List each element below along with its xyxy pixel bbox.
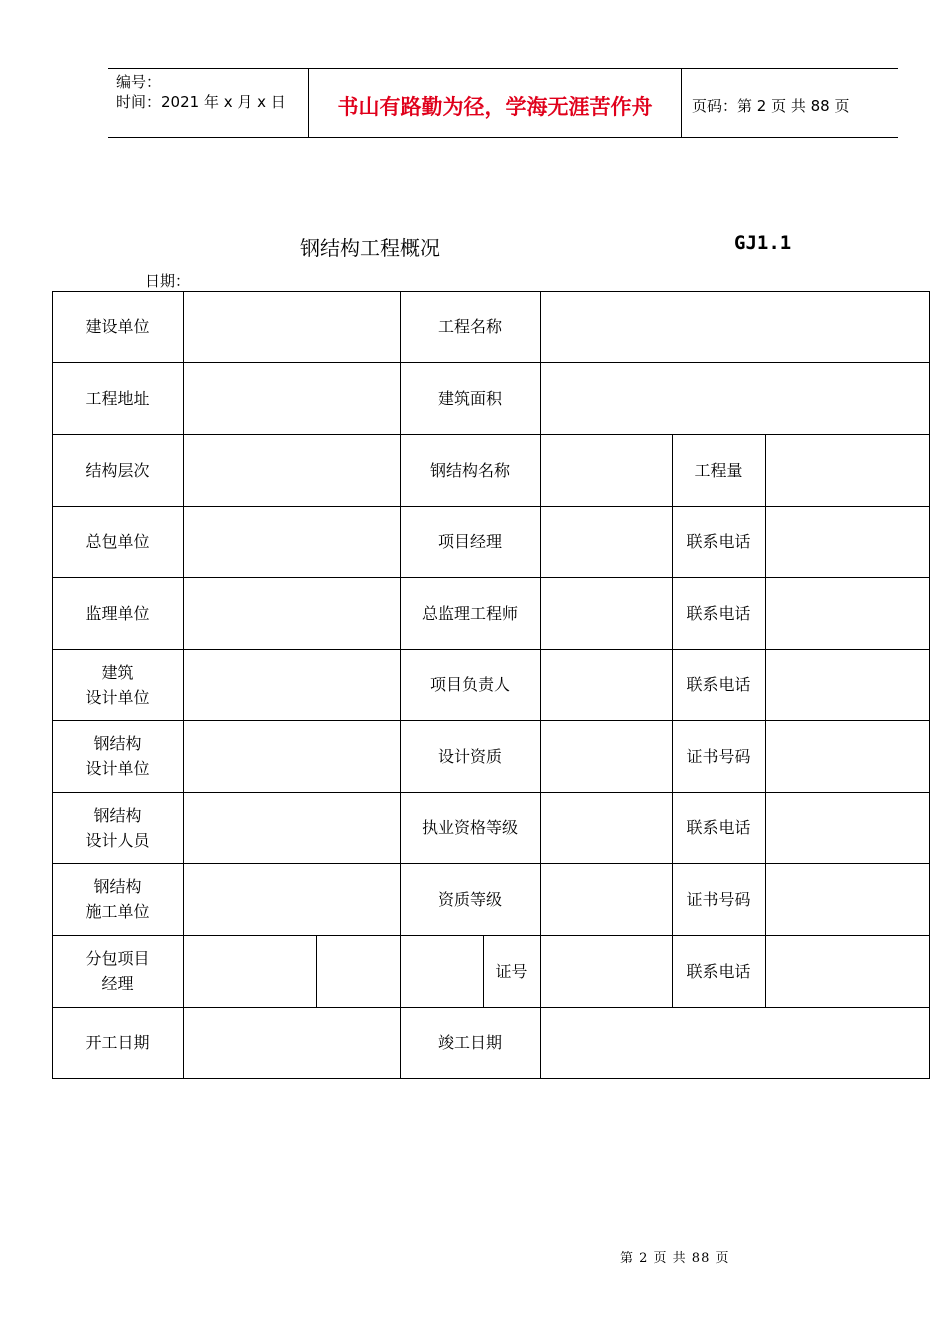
value-subcontract-manager-3[interactable] bbox=[400, 935, 483, 1007]
value-start-date[interactable] bbox=[183, 1007, 400, 1078]
document-code: GJ1.1 bbox=[734, 232, 792, 254]
label-contact-phone: 联系电话 bbox=[686, 603, 751, 623]
header-page-cell bbox=[682, 69, 898, 137]
label-chief-supervisor: 总监理工程师 bbox=[421, 603, 518, 623]
label-supervision-unit: 监理单位 bbox=[85, 603, 150, 623]
project-overview-form bbox=[52, 291, 930, 1079]
value-qualification-grade[interactable] bbox=[540, 863, 672, 935]
label-steel-construction-unit: 钢结构 施工单位 bbox=[85, 877, 150, 921]
value-contact-phone[interactable] bbox=[765, 577, 929, 649]
value-subcontract-manager-2[interactable] bbox=[316, 935, 400, 1007]
time-label: 时间：2021 年 x 月 x 日 bbox=[116, 93, 286, 111]
value-structure-levels[interactable] bbox=[183, 434, 400, 506]
label-design-qualification: 设计资质 bbox=[437, 746, 502, 766]
value-project-manager[interactable] bbox=[540, 506, 672, 577]
label-steel-designers: 钢结构 设计人员 bbox=[85, 805, 150, 850]
label-start-date: 开工日期 bbox=[85, 1033, 150, 1052]
label-practice-grade: 执业资格等级 bbox=[421, 818, 518, 837]
value-contact-phone[interactable] bbox=[765, 935, 929, 1007]
value-contact-phone[interactable] bbox=[765, 649, 929, 720]
value-supervision-unit[interactable] bbox=[183, 577, 400, 649]
value-design-qualification[interactable] bbox=[540, 720, 672, 792]
label-steel-structure-name: 钢结构名称 bbox=[429, 460, 510, 480]
label-contact-phone: 联系电话 bbox=[686, 675, 751, 694]
label-completion-date: 竣工日期 bbox=[437, 1033, 502, 1052]
label-contact-phone: 联系电话 bbox=[686, 818, 751, 837]
label-certificate-no: 证号 bbox=[495, 961, 528, 981]
value-certificate-no[interactable] bbox=[540, 935, 672, 1007]
page-info: 页码：第 2 页 共 88 页 bbox=[692, 97, 850, 115]
document-title: 钢结构工程概况 bbox=[300, 236, 440, 260]
label-steel-design-unit: 钢结构 设计单位 bbox=[85, 734, 150, 778]
motto-text: 书山有路勤为径，学海无涯苦作舟 bbox=[337, 95, 653, 119]
label-certificate-number: 证书号码 bbox=[686, 889, 751, 909]
label-project-address: 工程地址 bbox=[85, 388, 150, 408]
value-completion-date[interactable] bbox=[540, 1007, 929, 1078]
label-general-contractor: 总包单位 bbox=[85, 532, 150, 551]
value-project-address[interactable] bbox=[183, 362, 400, 434]
label-architectural-design-unit: 建筑 设计单位 bbox=[85, 662, 150, 707]
value-steel-structure-name[interactable] bbox=[540, 434, 672, 506]
value-certificate-number[interactable] bbox=[765, 863, 929, 935]
value-certificate-number[interactable] bbox=[765, 720, 929, 792]
date-label: 日期： bbox=[145, 272, 191, 290]
label-project-manager: 项目经理 bbox=[437, 532, 502, 551]
label-project-name: 工程名称 bbox=[437, 317, 502, 336]
value-project-lead[interactable] bbox=[540, 649, 672, 720]
label-certificate-number: 证书号码 bbox=[686, 746, 751, 766]
page-header bbox=[108, 68, 898, 138]
value-work-quantity[interactable] bbox=[765, 434, 929, 506]
value-general-contractor[interactable] bbox=[183, 506, 400, 577]
header-meta-cell bbox=[108, 69, 309, 137]
value-project-name[interactable] bbox=[540, 291, 929, 362]
label-qualification-grade: 资质等级 bbox=[437, 889, 502, 909]
grid-line bbox=[52, 1078, 930, 1079]
label-construction-unit: 建设单位 bbox=[85, 317, 150, 336]
value-construction-unit[interactable] bbox=[183, 291, 400, 362]
value-chief-supervisor[interactable] bbox=[540, 577, 672, 649]
label-contact-phone: 联系电话 bbox=[686, 532, 751, 551]
value-contact-phone[interactable] bbox=[765, 506, 929, 577]
label-structure-levels: 结构层次 bbox=[85, 460, 150, 480]
serial-label: 编号： bbox=[116, 73, 162, 91]
value-steel-design-unit[interactable] bbox=[183, 720, 400, 792]
value-building-area[interactable] bbox=[540, 362, 929, 434]
value-subcontract-manager-1[interactable] bbox=[183, 935, 316, 1007]
value-steel-designers[interactable] bbox=[183, 792, 400, 863]
value-practice-grade[interactable] bbox=[540, 792, 672, 863]
label-subcontract-manager: 分包项目 经理 bbox=[85, 949, 150, 993]
label-work-quantity: 工程量 bbox=[694, 460, 743, 480]
grid-line bbox=[929, 291, 930, 1079]
page-footer: 第 2 页 共 88 页 bbox=[620, 1251, 730, 1266]
header-motto-cell bbox=[309, 69, 682, 137]
value-contact-phone[interactable] bbox=[765, 792, 929, 863]
label-project-lead: 项目负责人 bbox=[429, 675, 510, 694]
label-contact-phone: 联系电话 bbox=[686, 961, 751, 981]
value-architectural-design-unit[interactable] bbox=[183, 649, 400, 720]
label-building-area: 建筑面积 bbox=[437, 388, 502, 408]
value-steel-construction-unit[interactable] bbox=[183, 863, 400, 935]
